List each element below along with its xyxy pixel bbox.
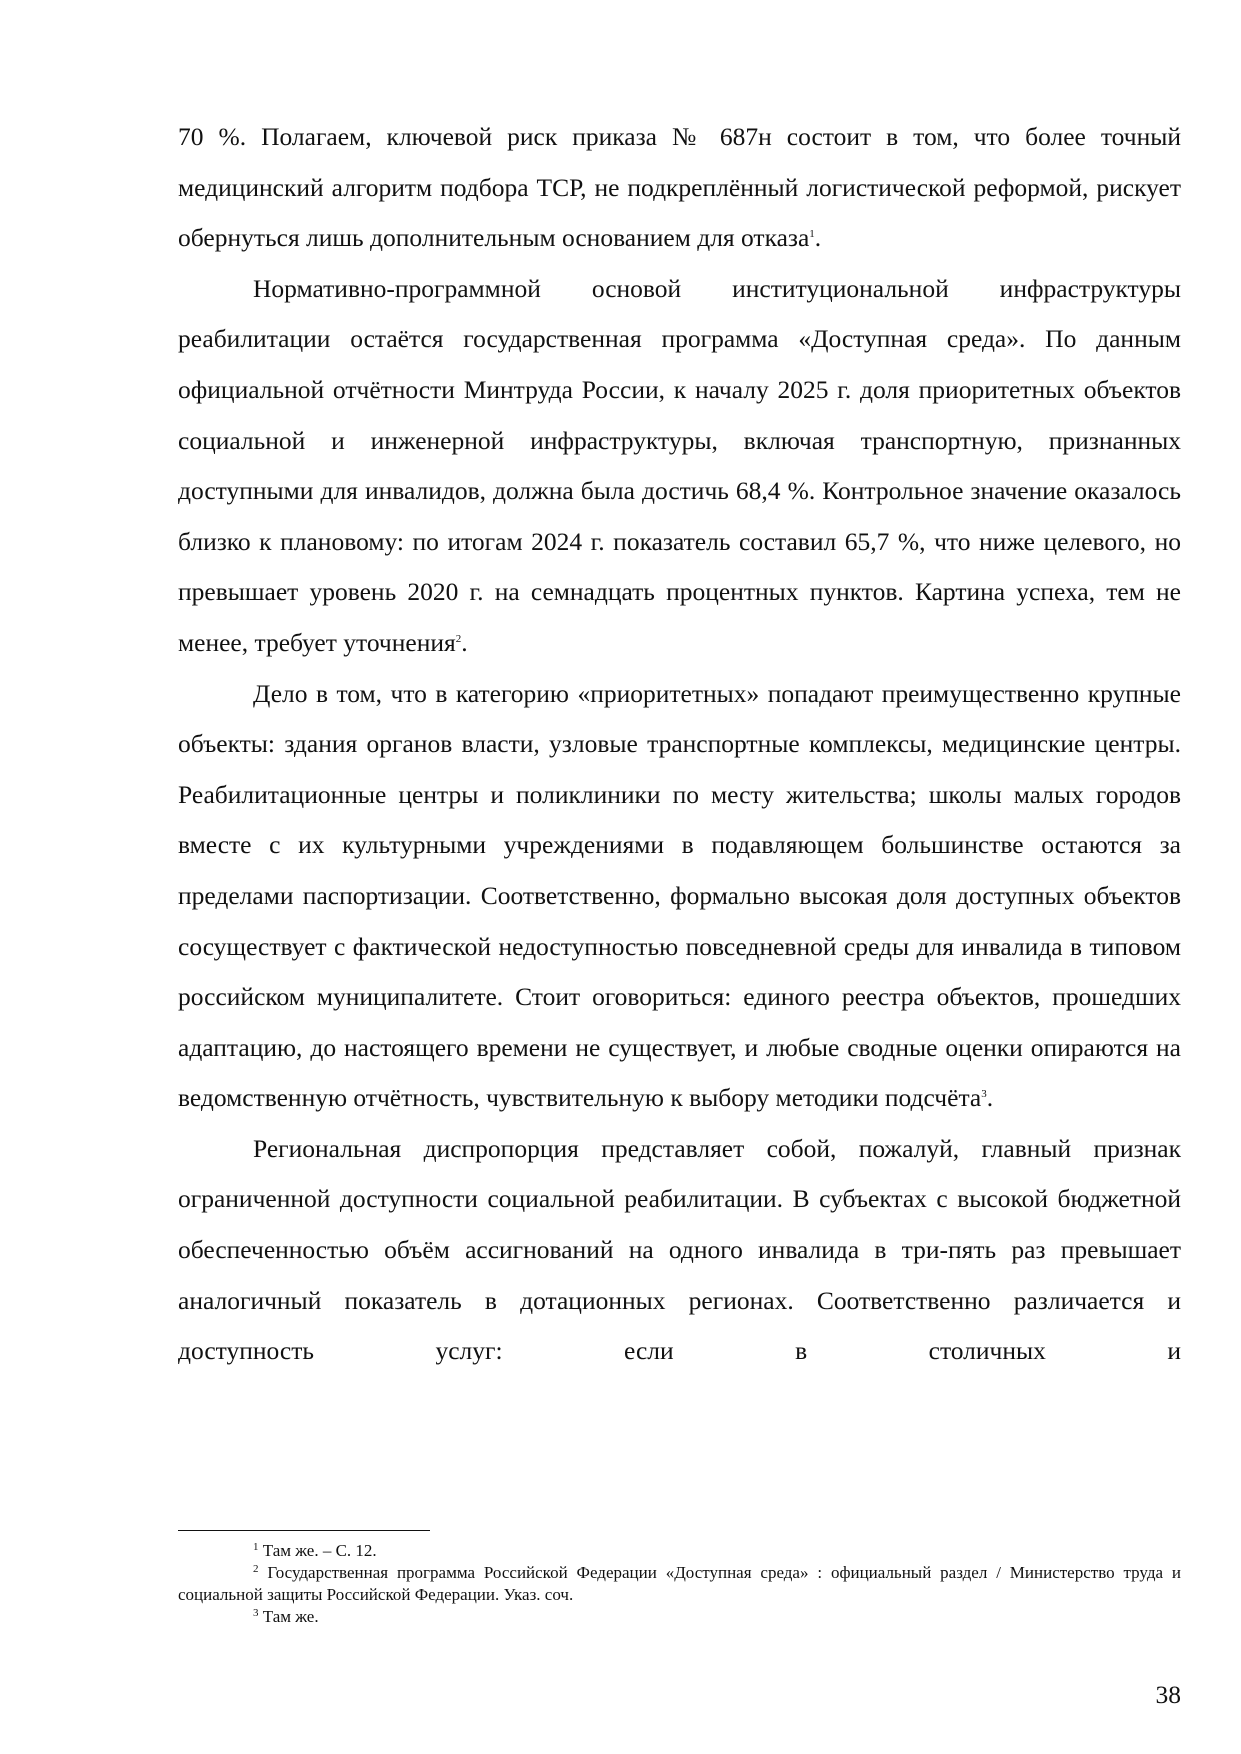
footnote-number: 3 (253, 1607, 259, 1619)
paragraph-text: Региональная диспропорция представляет собой, пожалуй, главный признак ограниченной доступности социальной реабилитации. В субъектах с высокой бюджетной обеспеченностью объём ассигнований на одного инвалида в три-пять раз превышает аналогичный показатель в дотационных регионах. Соответственно различается и доступность услуг: если в столичных и (178, 1133, 1181, 1366)
paragraph (178, 669, 1181, 1124)
paragraph-text: 70 %. Полагаем, ключевой риск приказа № 687н состоит в том, что более точный медицинский алгоритм подбора ТСР, не подкреплённый логистической реформой, рискует обернуться лишь дополнительным основанием для отказа (178, 122, 1181, 253)
paragraph (178, 1124, 1181, 1377)
footnote-text: Там же. (262, 1607, 319, 1626)
page-number: 38 (1155, 1680, 1181, 1709)
footnote-reference: 3 (981, 1088, 987, 1101)
paragraph-tail: . (814, 223, 822, 253)
footnote-text: Государственная программа Российской Федерации «Доступная среда» : официальный раздел / Министерство труда и социальной защиты Российской Федерации. Указ. соч. (178, 1563, 1181, 1604)
paragraph-tail: . (986, 1083, 994, 1113)
paragraph (178, 264, 1181, 669)
footnote-number: 1 (253, 1541, 259, 1553)
footnote-reference: 1 (809, 228, 815, 241)
paragraph (178, 112, 1181, 264)
footnote (178, 1562, 1181, 1606)
document-body (178, 112, 1181, 1377)
footnote-number: 2 (253, 1563, 259, 1575)
footnote (178, 1606, 1181, 1628)
footnotes (178, 1540, 1181, 1628)
paragraph-text: Нормативно-программной основой институциональной инфраструктуры реабилитации остаётся государственная программа «Доступная среда». По данным официальной отчётности Минтруда России, к началу 2025 г. доля приоритетных объектов социальной и инженерной инфраструктуры, включая транспортную, признанных доступными для инвалидов, должна была достичь 68,4 %. Контрольное значение оказалось близко к плановому: по итогам 2024 г. показатель составил 65,7 %, что ниже целевого, но превышает уровень 2020 г. на семнадцать процентных пунктов. Картина успеха, тем не менее, требует уточнения (178, 273, 1181, 657)
paragraph-text: Дело в том, что в категорию «приоритетных» попадают преимущественно крупные объекты: здания органов власти, узловые транспортные комплексы, медицинские центры. Реабилитационные центры и поликлиники по месту жительства; школы малых городов вместе с их культурными учреждениями в подавляющем большинстве остаются за пределами паспортизации. Соответственно, формально высокая доля доступных объектов сосуществует с фактической недоступностью повседневной среды для инвалида в типовом российском муниципалитете. Стоит оговориться: единого реестра объектов, прошедших адаптацию, до настоящего времени не существует, и любые сводные оценки опираются на ведомственную отчётность, чувствительную к выбору методики подсчёта (178, 678, 1181, 1113)
footnote-separator (178, 1530, 430, 1531)
footnote-text: Там же. – С. 12. (262, 1541, 377, 1560)
footnote (178, 1540, 1181, 1562)
paragraph-tail: . (461, 627, 468, 657)
footnote-reference: 2 (455, 632, 462, 645)
